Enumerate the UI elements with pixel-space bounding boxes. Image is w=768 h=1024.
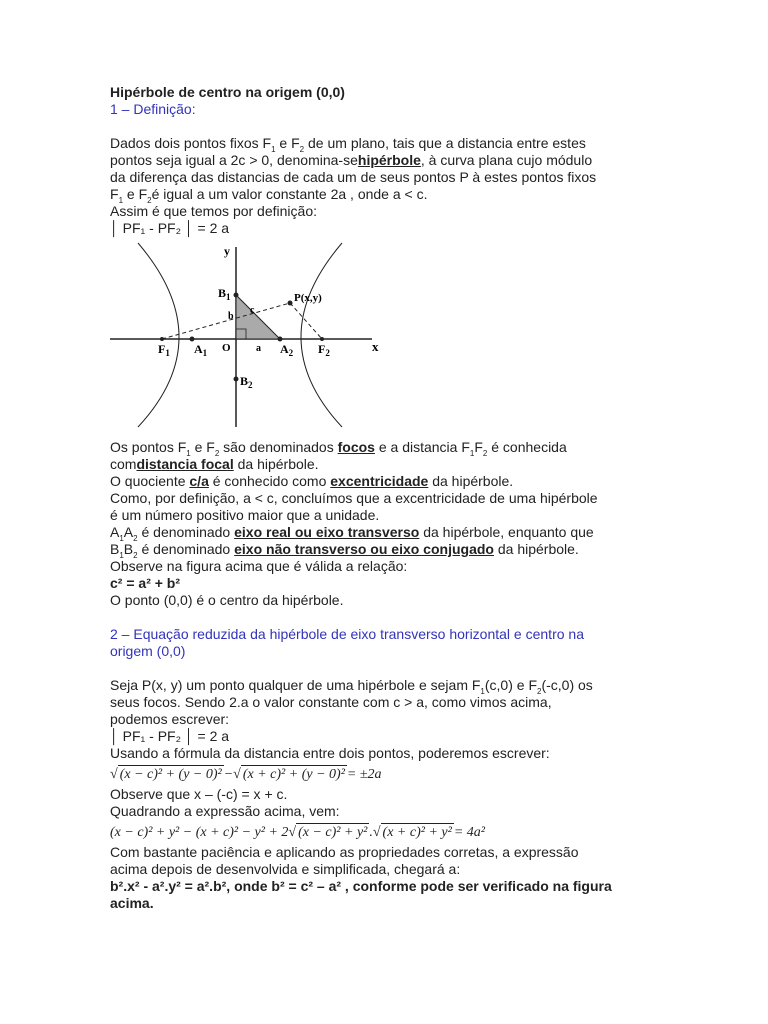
point-p [288,301,293,306]
label-b2: $B_2$ [240,374,253,390]
section2-heading-1: 2 – Equação reduzida da hipérbole de eixo transverso horizontal e centro na [110,626,584,642]
label-y: y [224,244,230,258]
s2-line-9: acima depois de desenvolvida e simplificada, chegará a: [110,861,461,877]
term-excentricidade: excentricidade [330,473,429,489]
term-eixo-real: eixo real ou eixo transverso [234,524,420,540]
label-c: c [250,305,255,316]
label-b: b [228,311,234,322]
final-equation-line-1: b².x² - a².y² = a².b², onde b² = c² – a² , conforme pode ser verificado na figura [110,878,612,894]
section-title: Hipérbole de centro na origem (0,0) [110,84,345,100]
point-f1 [160,337,164,341]
def-formula: │ PF₁ - PF₂ │ = 2 a [110,220,230,236]
body-line-10: O ponto (0,0) é o centro da hipérbole. [110,592,344,608]
def-line-3: da diferença das distancias de cada um de seus pontos P à estes pontos fixos [110,169,597,185]
body-line-4: Como, por definição, a < c, concluímos que a excentricidade de uma hipérbole [110,490,598,506]
def-line-4: $F_1$ e $F_2é$ igual a um valor constante 2a , onde a < c. [110,186,428,205]
body-line-1: Os pontos $F_1$ e $F_2$ são denominados focos e a distancia $F_1F_2$ é conhecida [110,439,567,458]
label-a1: $A_1$ [194,342,208,358]
label-a: a [256,343,261,354]
term-eixo-conjugado: eixo não transverso ou eixo conjugado [234,541,494,557]
label-b1: $B_1$ [218,286,231,302]
section2-heading-2: origem (0,0) [110,643,186,659]
body-line-8: Observe na figura acima que é válida a relação: [110,558,408,574]
section1-heading: 1 – Definição: [110,101,196,117]
s2-line-6: Observe que x – (-c) = x + c. [110,786,288,802]
document [110,84,650,912]
term-ca: c/a [189,473,209,489]
label-x: x [372,339,379,354]
body-line-5: é um número positivo maior que a unidade. [110,507,380,523]
s2-line-4: │ PF₁ - PF₂ │ = 2 a [110,728,230,744]
def-line-2: pontos seja igual a 2c > 0, denomina-sehipérbole, à curva plana cujo módulo [110,152,593,168]
triangle-abc [236,295,280,339]
point-f2 [320,337,324,341]
label-f1: $F_1$ [158,342,170,358]
label-o: O [222,342,231,354]
equation-1: √ (x − c)² + (y − 0)² − √ (x + c)² + (y − 0)² = ±2a [110,766,382,782]
s2-line-2: seus focos. Sendo 2.a o valor constante com c > a, como vimos acima, [110,694,552,710]
dashed-pf2 [290,303,322,339]
body-line-2: comdistancia focal da hipérbole. [110,456,319,472]
final-equation-line-2: acima. [110,895,154,911]
hyperbola-figure [110,241,390,431]
hyperbola-right-branch [301,243,342,427]
label-a2: $A_2$ [280,342,294,358]
s2-line-7: Quadrando a expressão acima, vem: [110,803,340,819]
s2-line-3: podemos escrever: [110,711,230,727]
body-line-3: O quociente c/a é conhecido como excentricidade da hipérbole. [110,473,514,489]
def-line-5: Assim é que temos por definição: [110,203,317,219]
label-f2: $F_2$ [318,342,330,358]
term-hiperbole: hipérbole [357,152,421,168]
relation-formula: c² = a² + b² [110,575,181,591]
label-p: P(x,y) [294,292,322,304]
body-line-6: $A_1A_2$ é denominado eixo real ou eixo transverso da hipérbole, enquanto que [110,524,594,543]
hyperbola-left-branch [138,243,179,427]
point-a1 [190,337,195,342]
point-b1 [234,293,239,298]
s2-line-1: Seja P(x, y) um ponto qualquer de uma hipérbole e sejam $F_1(c,0)$ e $F_2(-c,0)$ os [110,677,593,696]
point-b2 [234,377,239,382]
term-distancia-focal: distancia focal [136,456,234,472]
body-line-7: $B_1B_2$ é denominado eixo não transverso ou eixo conjugado da hipérbole. [110,541,579,560]
term-focos: focos [337,439,375,455]
s2-line-5: Usando a fórmula da distancia entre dois pontos, poderemos escrever: [110,745,550,761]
point-a2 [278,337,283,342]
equation-2: (x − c)² + y² − (x + c)² − y² + 2 √ (x − c)² + y² . √ (x + c)² + y² = 4a² [110,824,485,840]
def-line-1: Dados dois pontos fixos $F_1$ e $F_2$ de um plano, tais que a distancia entre estes [110,135,586,154]
s2-line-8: Com bastante paciência e aplicando as propriedades corretas, a expressão [110,844,579,860]
